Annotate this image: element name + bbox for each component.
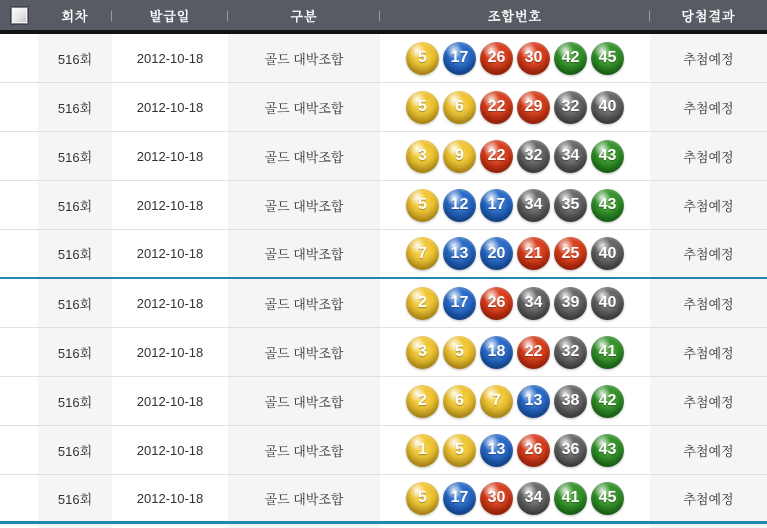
header-separator: |	[377, 8, 382, 22]
issue-date-value: 2012-10-18	[136, 344, 204, 360]
lotto-ball: 29	[517, 91, 550, 124]
table-header	[0, 0, 767, 30]
category-cell	[228, 377, 380, 425]
combination-cell	[380, 279, 650, 327]
row-checkbox-cell	[0, 426, 38, 474]
lotto-ball: 32	[554, 336, 587, 369]
issue-date-cell	[112, 475, 228, 521]
lotto-ball: 22	[480, 91, 513, 124]
category-cell	[228, 426, 380, 474]
result-value: 추첨예정	[683, 491, 734, 507]
lotto-ball: 17	[480, 189, 513, 222]
round-value: 516회	[57, 247, 93, 262]
row-checkbox-cell	[0, 230, 38, 277]
row-checkbox-cell	[0, 279, 38, 327]
table-row[interactable]	[0, 475, 767, 524]
result-cell	[650, 83, 767, 131]
category-value: 골드 대박조합	[264, 491, 344, 507]
lotto-ball: 43	[591, 434, 624, 467]
lotto-ball: 17	[443, 287, 476, 320]
issue-date-cell	[112, 132, 228, 180]
category-cell	[228, 34, 380, 82]
ball-group	[406, 140, 624, 173]
result-value: 추첨예정	[683, 51, 734, 67]
combination-cell	[380, 426, 650, 474]
lotto-ball: 38	[554, 385, 587, 418]
category-value: 골드 대박조합	[264, 443, 344, 459]
category-value: 골드 대박조합	[264, 394, 344, 410]
table-row[interactable]	[0, 83, 767, 132]
category-cell	[228, 475, 380, 521]
lotto-ball: 5	[406, 189, 439, 222]
result-cell	[650, 181, 767, 229]
result-value: 추첨예정	[683, 100, 734, 116]
issue-date-value: 2012-10-18	[136, 295, 204, 311]
lotto-ball: 32	[554, 91, 587, 124]
lotto-ball: 42	[591, 385, 624, 418]
header-combination	[377, 0, 652, 30]
ball-group	[406, 434, 624, 467]
lotto-ball: 34	[554, 140, 587, 173]
row-checkbox-cell	[0, 475, 38, 521]
table-row[interactable]	[0, 377, 767, 426]
category-value: 골드 대박조합	[264, 296, 344, 312]
lotto-ball: 40	[591, 91, 624, 124]
combination-cell	[380, 181, 650, 229]
ball-group	[406, 189, 624, 222]
result-cell	[650, 377, 767, 425]
round-value: 516회	[57, 100, 93, 116]
result-value: 추첨예정	[683, 247, 734, 262]
round-value: 516회	[57, 345, 93, 361]
lotto-ball: 40	[591, 287, 624, 320]
lotto-ball: 26	[517, 434, 550, 467]
row-checkbox-cell	[0, 83, 38, 131]
lotto-ball: 1	[406, 434, 439, 467]
ball-group	[406, 385, 624, 418]
row-checkbox-cell	[0, 524, 38, 528]
issue-date-value: 2012-10-18	[136, 490, 204, 506]
issue-date-value: 2012-10-18	[136, 442, 204, 458]
header-result	[647, 0, 767, 30]
lotto-ball: 12	[443, 189, 476, 222]
round-cell	[38, 230, 112, 277]
issue-date-cell	[112, 328, 228, 376]
combination-cell	[380, 132, 650, 180]
lotto-ball: 30	[517, 42, 550, 75]
ball-group	[406, 42, 624, 75]
header-category	[225, 0, 382, 30]
lotto-ball: 5	[406, 482, 439, 515]
row-checkbox-cell	[0, 132, 38, 180]
lotto-ball: 45	[591, 42, 624, 75]
lotto-ball: 13	[517, 385, 550, 418]
combination-cell	[380, 328, 650, 376]
round-cell	[38, 34, 112, 82]
lotto-ball: 9	[443, 140, 476, 173]
lotto-ball: 41	[554, 482, 587, 515]
lotto-ball: 21	[517, 237, 550, 270]
result-value: 추첨예정	[683, 394, 734, 410]
issue-date-cell	[112, 181, 228, 229]
lotto-ball: 34	[517, 189, 550, 222]
issue-date-cell	[112, 34, 228, 82]
lotto-ball: 2	[406, 287, 439, 320]
table-row[interactable]	[0, 426, 767, 475]
result-cell	[650, 426, 767, 474]
combination-cell	[380, 230, 650, 277]
header-separator: |	[225, 8, 230, 22]
category-cell	[228, 181, 380, 229]
result-cell	[650, 230, 767, 277]
lotto-ball: 26	[480, 287, 513, 320]
lotto-ball: 43	[591, 140, 624, 173]
header-checkbox-cell	[0, 0, 38, 30]
lotto-ball: 20	[480, 237, 513, 270]
combination-cell	[380, 524, 650, 528]
issue-date-cell	[112, 83, 228, 131]
category-value: 골드 대박조합	[264, 345, 344, 361]
table-row[interactable]	[0, 328, 767, 377]
ball-group	[406, 287, 624, 320]
lotto-ball: 25	[554, 237, 587, 270]
lotto-ball: 3	[406, 140, 439, 173]
round-cell	[38, 279, 112, 327]
lotto-ball: 5	[443, 434, 476, 467]
row-checkbox-cell	[0, 181, 38, 229]
row-checkbox-cell	[0, 328, 38, 376]
lotto-ball: 22	[480, 140, 513, 173]
round-cell	[38, 426, 112, 474]
issue-date-cell	[112, 230, 228, 277]
issue-date-cell	[112, 426, 228, 474]
result-cell	[650, 34, 767, 82]
category-value: 골드 대박조합	[264, 198, 344, 214]
round-cell	[38, 83, 112, 131]
lotto-ball: 2	[406, 385, 439, 418]
category-cell	[228, 524, 380, 528]
ball-group	[406, 91, 624, 124]
lotto-ball: 7	[406, 237, 439, 270]
category-cell	[228, 132, 380, 180]
lotto-ball: 3	[406, 336, 439, 369]
round-cell	[38, 475, 112, 521]
round-value: 516회	[57, 51, 93, 67]
lotto-ball: 43	[591, 189, 624, 222]
round-value: 516회	[57, 394, 93, 410]
result-cell	[650, 524, 767, 528]
table-row[interactable]	[0, 181, 767, 230]
lotto-ball: 39	[554, 287, 587, 320]
issue-date-value: 2012-10-18	[136, 148, 204, 164]
header-result-label: 당첨결과	[681, 8, 736, 24]
category-cell	[228, 230, 380, 277]
header-separator: |	[647, 8, 652, 22]
lotto-ball: 34	[517, 287, 550, 320]
round-cell	[38, 132, 112, 180]
header-separator: |	[109, 8, 114, 22]
header-issue-date	[109, 0, 230, 30]
result-cell	[650, 132, 767, 180]
round-value: 516회	[57, 491, 93, 507]
lotto-ball: 34	[517, 482, 550, 515]
row-checkbox-cell	[0, 34, 38, 82]
round-cell	[38, 524, 112, 528]
lotto-ball: 5	[406, 91, 439, 124]
result-value: 추첨예정	[683, 198, 734, 214]
header-round-label: 회차	[61, 8, 89, 24]
lotto-ball: 40	[591, 237, 624, 270]
result-value: 추첨예정	[683, 443, 734, 459]
header-category-label: 구분	[290, 8, 318, 24]
round-cell	[38, 377, 112, 425]
category-cell	[228, 279, 380, 327]
category-value: 골드 대박조합	[264, 149, 344, 165]
issue-date-cell	[112, 377, 228, 425]
result-value: 추첨예정	[683, 345, 734, 361]
result-value: 추첨예정	[683, 149, 734, 165]
lotto-ball: 5	[443, 336, 476, 369]
table-row[interactable]	[0, 230, 767, 279]
result-cell	[650, 475, 767, 521]
select-all-checkbox[interactable]	[11, 7, 28, 24]
lotto-ball: 6	[443, 91, 476, 124]
lotto-ball: 35	[554, 189, 587, 222]
round-value: 516회	[57, 198, 93, 214]
lotto-ball: 26	[480, 42, 513, 75]
lotto-ball: 41	[591, 336, 624, 369]
lotto-ball: 22	[517, 336, 550, 369]
result-cell	[650, 279, 767, 327]
lotto-ball: 42	[554, 42, 587, 75]
combination-cell	[380, 83, 650, 131]
category-cell	[228, 328, 380, 376]
issue-date-value: 2012-10-18	[136, 393, 204, 409]
lotto-ball: 17	[443, 42, 476, 75]
header-issue-date-label: 발급일	[149, 8, 191, 24]
category-value: 골드 대박조합	[264, 247, 344, 262]
issue-date-cell	[112, 524, 228, 528]
header-combination-label: 조합번호	[487, 8, 543, 24]
category-cell	[228, 83, 380, 131]
lotto-ball: 13	[480, 434, 513, 467]
round-cell	[38, 328, 112, 376]
table-row[interactable]	[0, 132, 767, 181]
issue-date-value: 2012-10-18	[136, 246, 204, 261]
ball-group	[406, 482, 624, 515]
combination-cell	[380, 475, 650, 521]
ball-group	[406, 336, 624, 369]
lotto-ball: 17	[443, 482, 476, 515]
issue-date-value: 2012-10-18	[136, 99, 204, 115]
table-row[interactable]	[0, 279, 767, 328]
lotto-ball: 5	[406, 42, 439, 75]
category-value: 골드 대박조합	[264, 51, 344, 67]
combination-cell	[380, 34, 650, 82]
lotto-ball: 45	[591, 482, 624, 515]
issue-date-value: 2012-10-18	[136, 50, 204, 66]
header-round	[38, 0, 112, 30]
issue-date-value: 2012-10-18	[136, 197, 204, 213]
lotto-ball: 18	[480, 336, 513, 369]
lotto-ball: 13	[443, 237, 476, 270]
combination-cell	[380, 377, 650, 425]
row-checkbox-cell	[0, 377, 38, 425]
round-value: 516회	[57, 296, 93, 312]
lotto-ball: 36	[554, 434, 587, 467]
result-value: 추첨예정	[683, 296, 734, 312]
category-value: 골드 대박조합	[264, 100, 344, 116]
partial-next-row	[0, 524, 767, 528]
lotto-ball: 6	[443, 385, 476, 418]
round-cell	[38, 181, 112, 229]
round-value: 516회	[57, 443, 93, 459]
issue-date-cell	[112, 279, 228, 327]
table-row[interactable]	[0, 34, 767, 83]
round-value: 516회	[57, 149, 93, 165]
lotto-ball: 32	[517, 140, 550, 173]
result-cell	[650, 328, 767, 376]
lotto-ball: 7	[480, 385, 513, 418]
lotto-ball: 30	[480, 482, 513, 515]
table-body	[0, 34, 767, 528]
ball-group	[406, 237, 624, 270]
